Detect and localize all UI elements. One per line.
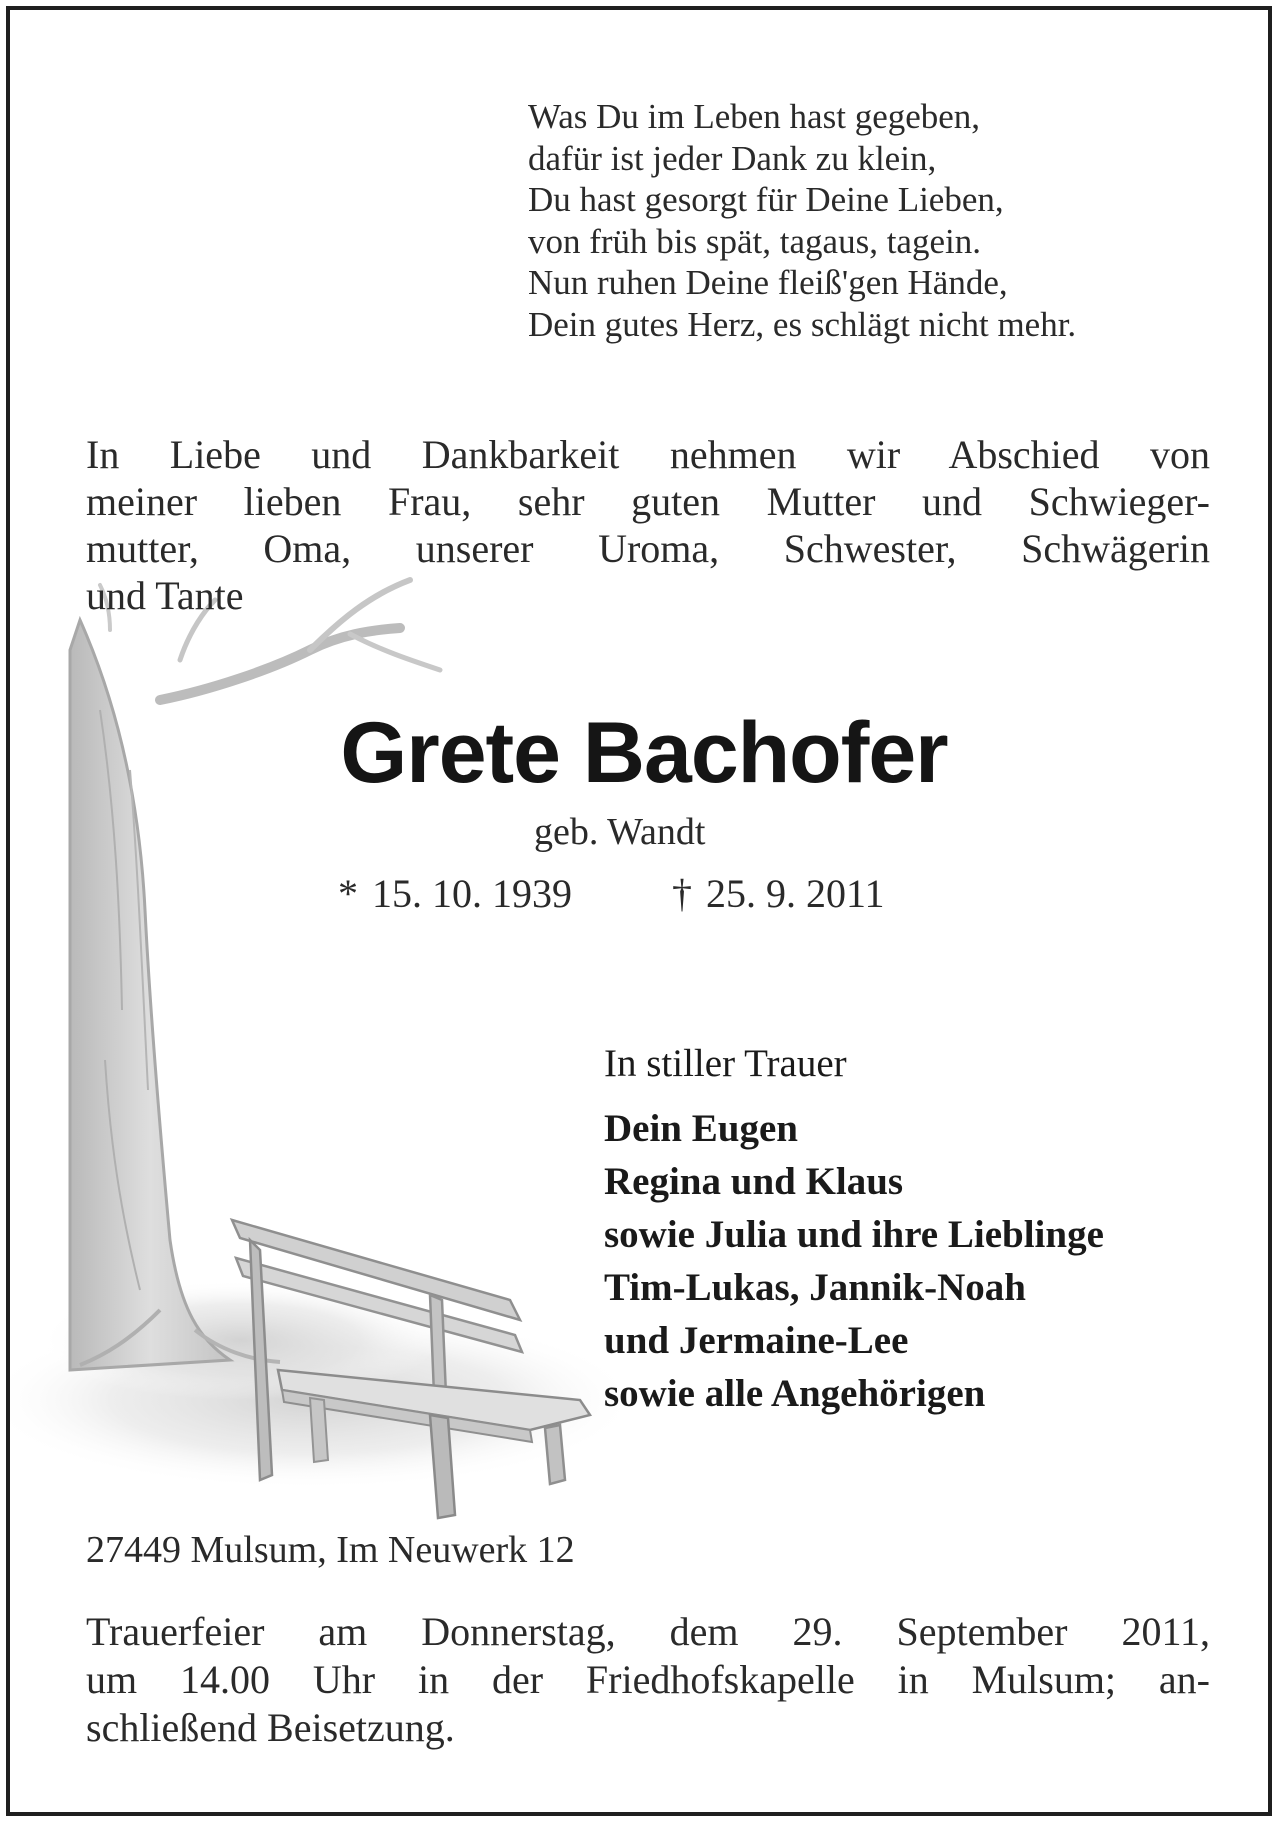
- family-address: 27449 Mulsum, Im Neuwerk 12: [86, 1529, 575, 1571]
- mourners-block: [604, 1040, 1104, 1420]
- birth-symbol: *: [338, 871, 358, 916]
- poem-line: Was Du im Leben hast gegeben,: [528, 97, 981, 136]
- funeral-line: um 14.00 Uhr in der Friedhofskapelle in Mulsum; an-: [86, 1657, 1210, 1702]
- farewell-line: meiner lieben Frau, sehr guten Mutter und Schwieger-: [86, 479, 1210, 524]
- death-date: 25. 9. 2011: [706, 871, 885, 916]
- mourner-name: und Jermaine-Lee: [604, 1319, 909, 1362]
- maiden-name: geb. Wandt: [534, 811, 706, 853]
- mourner-name: sowie Julia und ihre Lieblinge: [604, 1213, 1104, 1256]
- funeral-line: schließend Beisetzung.: [86, 1705, 455, 1750]
- funeral-announcement: [86, 1608, 1210, 1752]
- poem: [528, 96, 1228, 345]
- farewell-line: mutter, Oma, unserer Uroma, Schwester, Schwägerin: [86, 526, 1210, 571]
- poem-line: Nun ruhen Deine fleiß'gen Hände,: [528, 263, 1008, 302]
- poem-line: Dein gutes Herz, es schlägt nicht mehr.: [528, 304, 1077, 344]
- life-dates: [338, 870, 885, 917]
- mourner-name: sowie alle Angehörigen: [604, 1372, 986, 1415]
- obituary-notice: [6, 6, 1272, 1816]
- poem-line: dafür ist jeder Dank zu klein,: [528, 138, 937, 178]
- farewell-line: In Liebe und Dankbarkeit nehmen wir Abschied von: [86, 432, 1210, 477]
- poem-line: Du hast gesorgt für Deine Lieben,: [528, 180, 1004, 219]
- mourner-name: Dein Eugen: [604, 1107, 798, 1150]
- farewell-text: [86, 431, 1210, 619]
- mourner-name: Regina und Klaus: [604, 1160, 904, 1203]
- deceased-name: Grete Bachofer: [340, 705, 948, 801]
- farewell-line: und Tante: [86, 573, 244, 618]
- birth-date: 15. 10. 1939: [372, 871, 572, 916]
- funeral-line: Trauerfeier am Donnerstag, dem 29. September 2011,: [86, 1609, 1210, 1654]
- death-symbol: †: [672, 871, 692, 916]
- mourning-heading: In stiller Trauer: [604, 1042, 847, 1085]
- poem-line: von früh bis spät, tagaus, tagein.: [528, 221, 981, 261]
- mourner-name: Tim-Lukas, Jannik-Noah: [604, 1266, 1026, 1309]
